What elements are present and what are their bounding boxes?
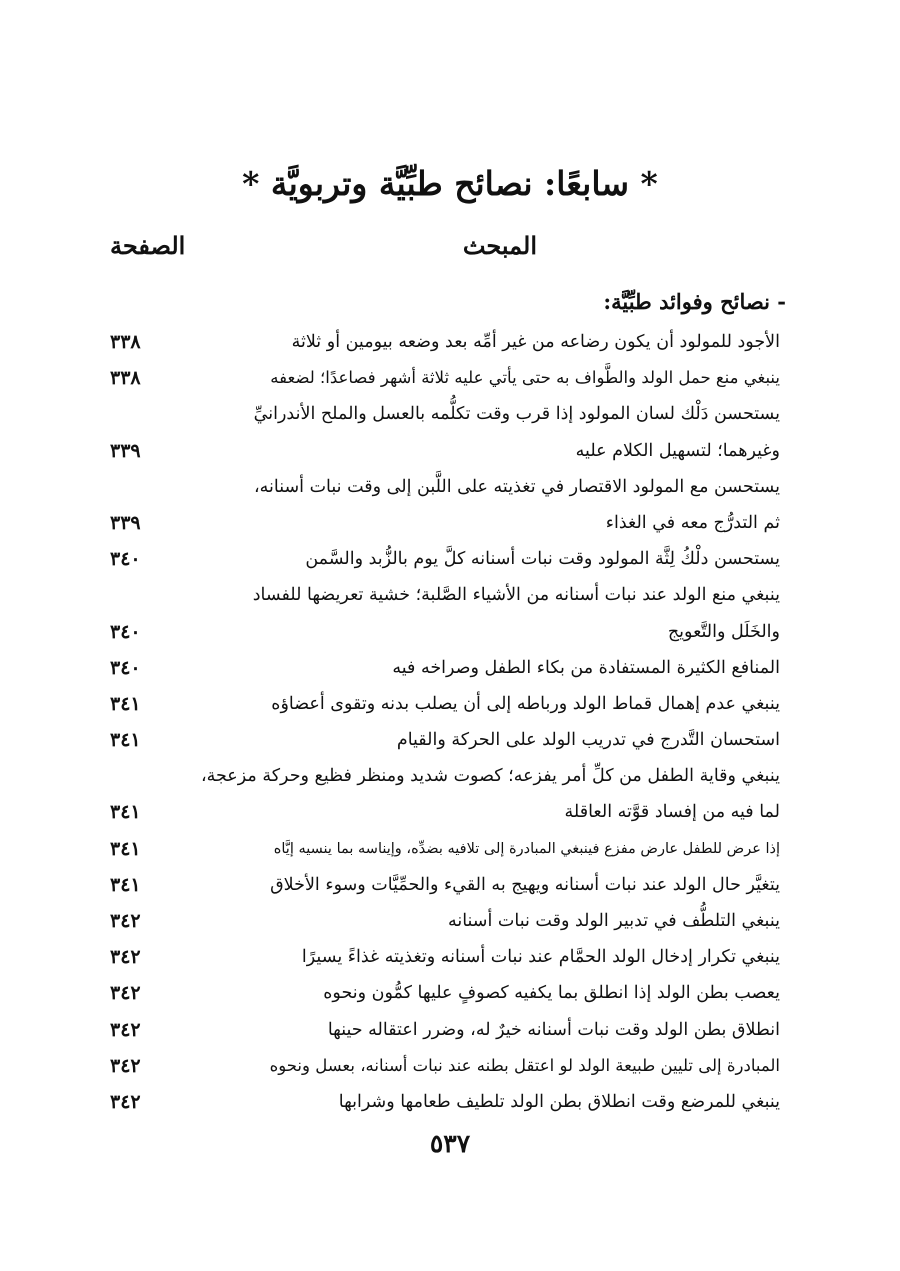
index-entry — [110, 614, 800, 650]
entry-page-number: ٣٤٢ — [110, 1054, 141, 1077]
index-entry — [110, 831, 800, 867]
entry-page-number: ٣٤٢ — [110, 910, 141, 932]
index-entry — [110, 794, 800, 830]
index-entries — [110, 283, 800, 1120]
entry-text: يتغيَّر حال الولد عند نبات أسنانه ويهيج به القيء والحمِّيَّات وسوء الأخلاق — [270, 874, 780, 895]
index-entry — [110, 758, 800, 794]
index-entry — [110, 1048, 800, 1084]
entry-text: ينبغي وقاية الطفل من كلِّ أمر يفزعه؛ كصوت شديد ومنظر فظيع وحركة مزعجة، — [200, 766, 780, 787]
entry-text: وغيرهما؛ لتسهيل الكلام عليه — [575, 440, 780, 461]
index-entry — [110, 360, 800, 396]
index-entry — [110, 867, 800, 903]
index-entry — [110, 975, 800, 1011]
entry-text: استحسان التَّدرج في تدريب الولد على الحركة والقيام — [396, 730, 780, 751]
page-title: * سابعًا: نصائح طبِّيَّة وتربويَّة * — [242, 164, 658, 203]
entry-page-number: ٣٣٨ — [110, 367, 141, 390]
entry-page-number: ٣٤٢ — [110, 1018, 141, 1041]
index-entry — [110, 650, 800, 686]
entry-page-number: ٣٤٢ — [110, 1090, 141, 1113]
topic-column-header: المبحث — [462, 231, 537, 260]
section-heading: - نصائح وفوائد طبِّيَّة: — [603, 289, 786, 314]
entry-text: ينبغي منع حمل الولد والطَّواف به حتى يأتي عليه ثلاثة أشهر فصاعدًا؛ لضعفه — [270, 368, 780, 388]
index-entry — [110, 1012, 800, 1048]
index-entry — [110, 1084, 800, 1120]
index-entry — [110, 939, 800, 975]
entry-page-number: ٣٤١ — [110, 801, 141, 824]
index-entry — [110, 686, 800, 722]
entry-text: يستحسن دلْكُ لِثَّة المولود وقت نبات أسنانه كلَّ يوم بالزُّبد والسَّمن — [305, 549, 780, 570]
index-entry — [110, 433, 800, 469]
entry-text: المبادرة إلى تليين طبيعة الولد لو اعتقل بطنه عند نبات أسنانه، بعسل ونحوه — [269, 1055, 780, 1075]
entry-page-number: ٣٤١ — [110, 729, 141, 752]
entry-page-number: ٣٤٠ — [110, 656, 141, 679]
entry-page-number: ٣٤١ — [110, 692, 141, 715]
entry-text: ينبغي التلطُّف في تدبير الولد وقت نبات أسنانه — [447, 911, 780, 931]
index-entry — [110, 722, 800, 758]
page-column-header: الصفحة — [110, 231, 186, 260]
index-entry — [110, 541, 800, 577]
index-entry — [110, 577, 800, 613]
entry-text: ينبغي منع الولد عند نبات أسنانه من الأشياء الصَّلبة؛ خشية تعريضها للفساد — [252, 585, 780, 606]
entry-page-number: ٣٤٢ — [110, 946, 141, 969]
entry-text: يعصب بطن الولد إذا انطلق بما يكفيه كصوفٍ عليها كمُّون ونحوه — [323, 983, 780, 1004]
index-entry — [110, 469, 800, 505]
index-entry — [110, 505, 800, 541]
entry-page-number: ٣٣٩ — [110, 439, 141, 462]
entry-page-number: ٣٣٨ — [110, 331, 141, 353]
entry-text: ينبغي للمرضع وقت انطلاق بطن الولد تلطيف طعامها وشرابها — [338, 1091, 780, 1112]
column-headers — [110, 226, 800, 266]
entry-page-number: ٣٣٩ — [110, 511, 141, 534]
entry-text: لما فيه من إفساد قوَّته العاقلة — [564, 802, 780, 823]
entry-text: المنافع الكثيرة المستفادة من بكاء الطفل وصراخه فيه — [392, 657, 780, 678]
entry-text: انطلاق بطن الولد وقت نبات أسنانه خيرٌ له، وضرر اعتقاله حينها — [327, 1019, 780, 1040]
entry-page-number: ٣٤١ — [110, 837, 141, 860]
index-entry — [110, 396, 800, 432]
entry-page-number: ٣٤٠ — [110, 620, 141, 643]
index-entry — [110, 324, 800, 360]
page-number: ٥٣٧ — [429, 1129, 471, 1158]
index-entry — [110, 903, 800, 939]
entry-text: والخَلَل والتَّعويج — [667, 621, 780, 642]
entry-page-number: ٣٤٠ — [110, 548, 141, 571]
entry-page-number: ٣٤١ — [110, 873, 141, 896]
entry-text: يستحسن مع المولود الاقتصار في تغذيته على اللَّبن إلى وقت نبات أسنانه، — [253, 476, 780, 497]
entry-text: الأجود للمولود أن يكون رضاعه من غير أمِّه بعد وضعه بيومين أو ثلاثة — [291, 332, 780, 352]
entry-text: ينبغي تكرار إدخال الولد الحمَّام عند نبات أسنانه وتغذيته غذاءً يسيرًا — [301, 947, 780, 968]
entry-page-number: ٣٤٢ — [110, 982, 141, 1005]
entry-text: ينبغي عدم إهمال قماط الولد ورباطه إلى أن يصلب بدنه وتقوى أعضاؤه — [271, 693, 780, 714]
entry-text: يستحسن دَلْك لسان المولود إذا قرب وقت تكلُّمه بالعسل والملح الأندرانيِّ — [253, 404, 780, 425]
entry-text: ثم التدرُّج معه في الغذاء — [605, 512, 780, 533]
entry-text: إذا عرض للطفل عارض مفزع فينبغي المبادرة إلى تلافيه بضدِّه، وإيناسه بما ينسيه إيَّاه — [273, 840, 780, 857]
